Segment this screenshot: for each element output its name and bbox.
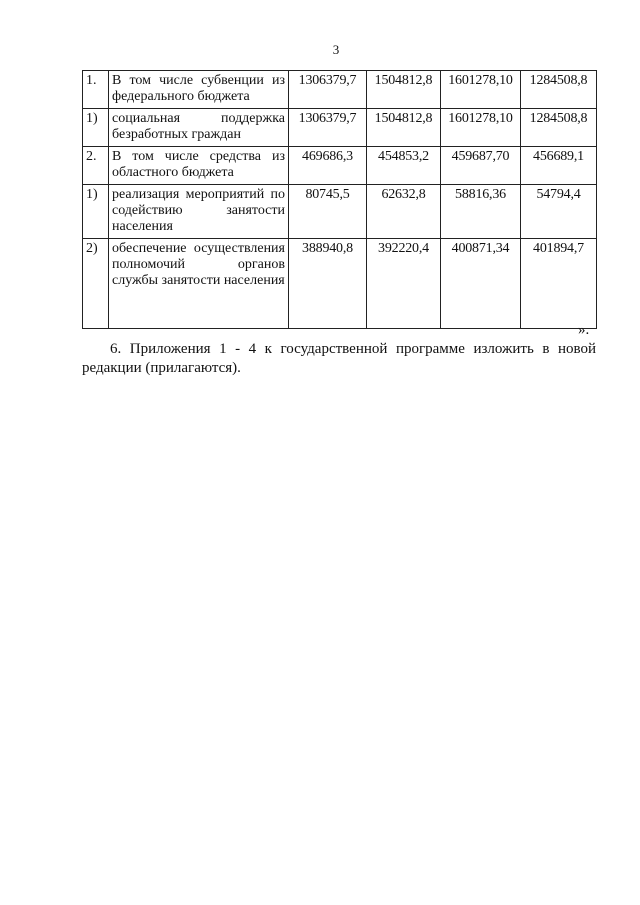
row-label: реализация мероприятий по содействию занятости населения (109, 185, 289, 239)
row-label: В том числе субвенции из федерального бюджета (109, 71, 289, 109)
closing-quote: ». (578, 322, 590, 338)
table-row (83, 185, 597, 239)
row-number: 1) (83, 185, 109, 239)
paragraph (82, 340, 596, 378)
value-cell: 1504812,8 (367, 109, 441, 147)
table-row (83, 147, 597, 185)
value-cell: 1284508,8 (521, 71, 597, 109)
row-number: 1. (83, 71, 109, 109)
row-label: В том числе средства из областного бюджета (109, 147, 289, 185)
paragraph-line-2: редакции (прилагаются). (82, 360, 241, 376)
value-cell: 54794,4 (521, 185, 597, 239)
budget-table (82, 70, 597, 329)
value-cell: 459687,70 (441, 147, 521, 185)
value-cell: 1306379,7 (289, 109, 367, 147)
table-row (83, 71, 597, 109)
value-cell: 388940,8 (289, 239, 367, 329)
value-cell: 454853,2 (367, 147, 441, 185)
value-cell: 401894,7 (521, 239, 597, 329)
value-cell: 1601278,10 (441, 109, 521, 147)
value-cell: 1504812,8 (367, 71, 441, 109)
table-row (83, 109, 597, 147)
value-cell: 1306379,7 (289, 71, 367, 109)
table-row (83, 239, 597, 329)
value-cell: 469686,3 (289, 147, 367, 185)
value-cell: 58816,36 (441, 185, 521, 239)
row-number: 2) (83, 239, 109, 329)
value-cell: 1601278,10 (441, 71, 521, 109)
value-cell: 456689,1 (521, 147, 597, 185)
row-label: социальная поддержка безработных граждан (109, 109, 289, 147)
value-cell: 80745,5 (289, 185, 367, 239)
row-number: 1) (83, 109, 109, 147)
value-cell: 400871,34 (441, 239, 521, 329)
value-cell: 1284508,8 (521, 109, 597, 147)
row-number: 2. (83, 147, 109, 185)
value-cell: 392220,4 (367, 239, 441, 329)
row-label: обеспечение осуществления полномочий органов службы занятости населения (109, 239, 289, 329)
page-number: 3 (332, 42, 340, 57)
paragraph-line-1: 6. Приложения 1 - 4 к государственной программе изложить в новой (110, 341, 596, 357)
value-cell: 62632,8 (367, 185, 441, 239)
